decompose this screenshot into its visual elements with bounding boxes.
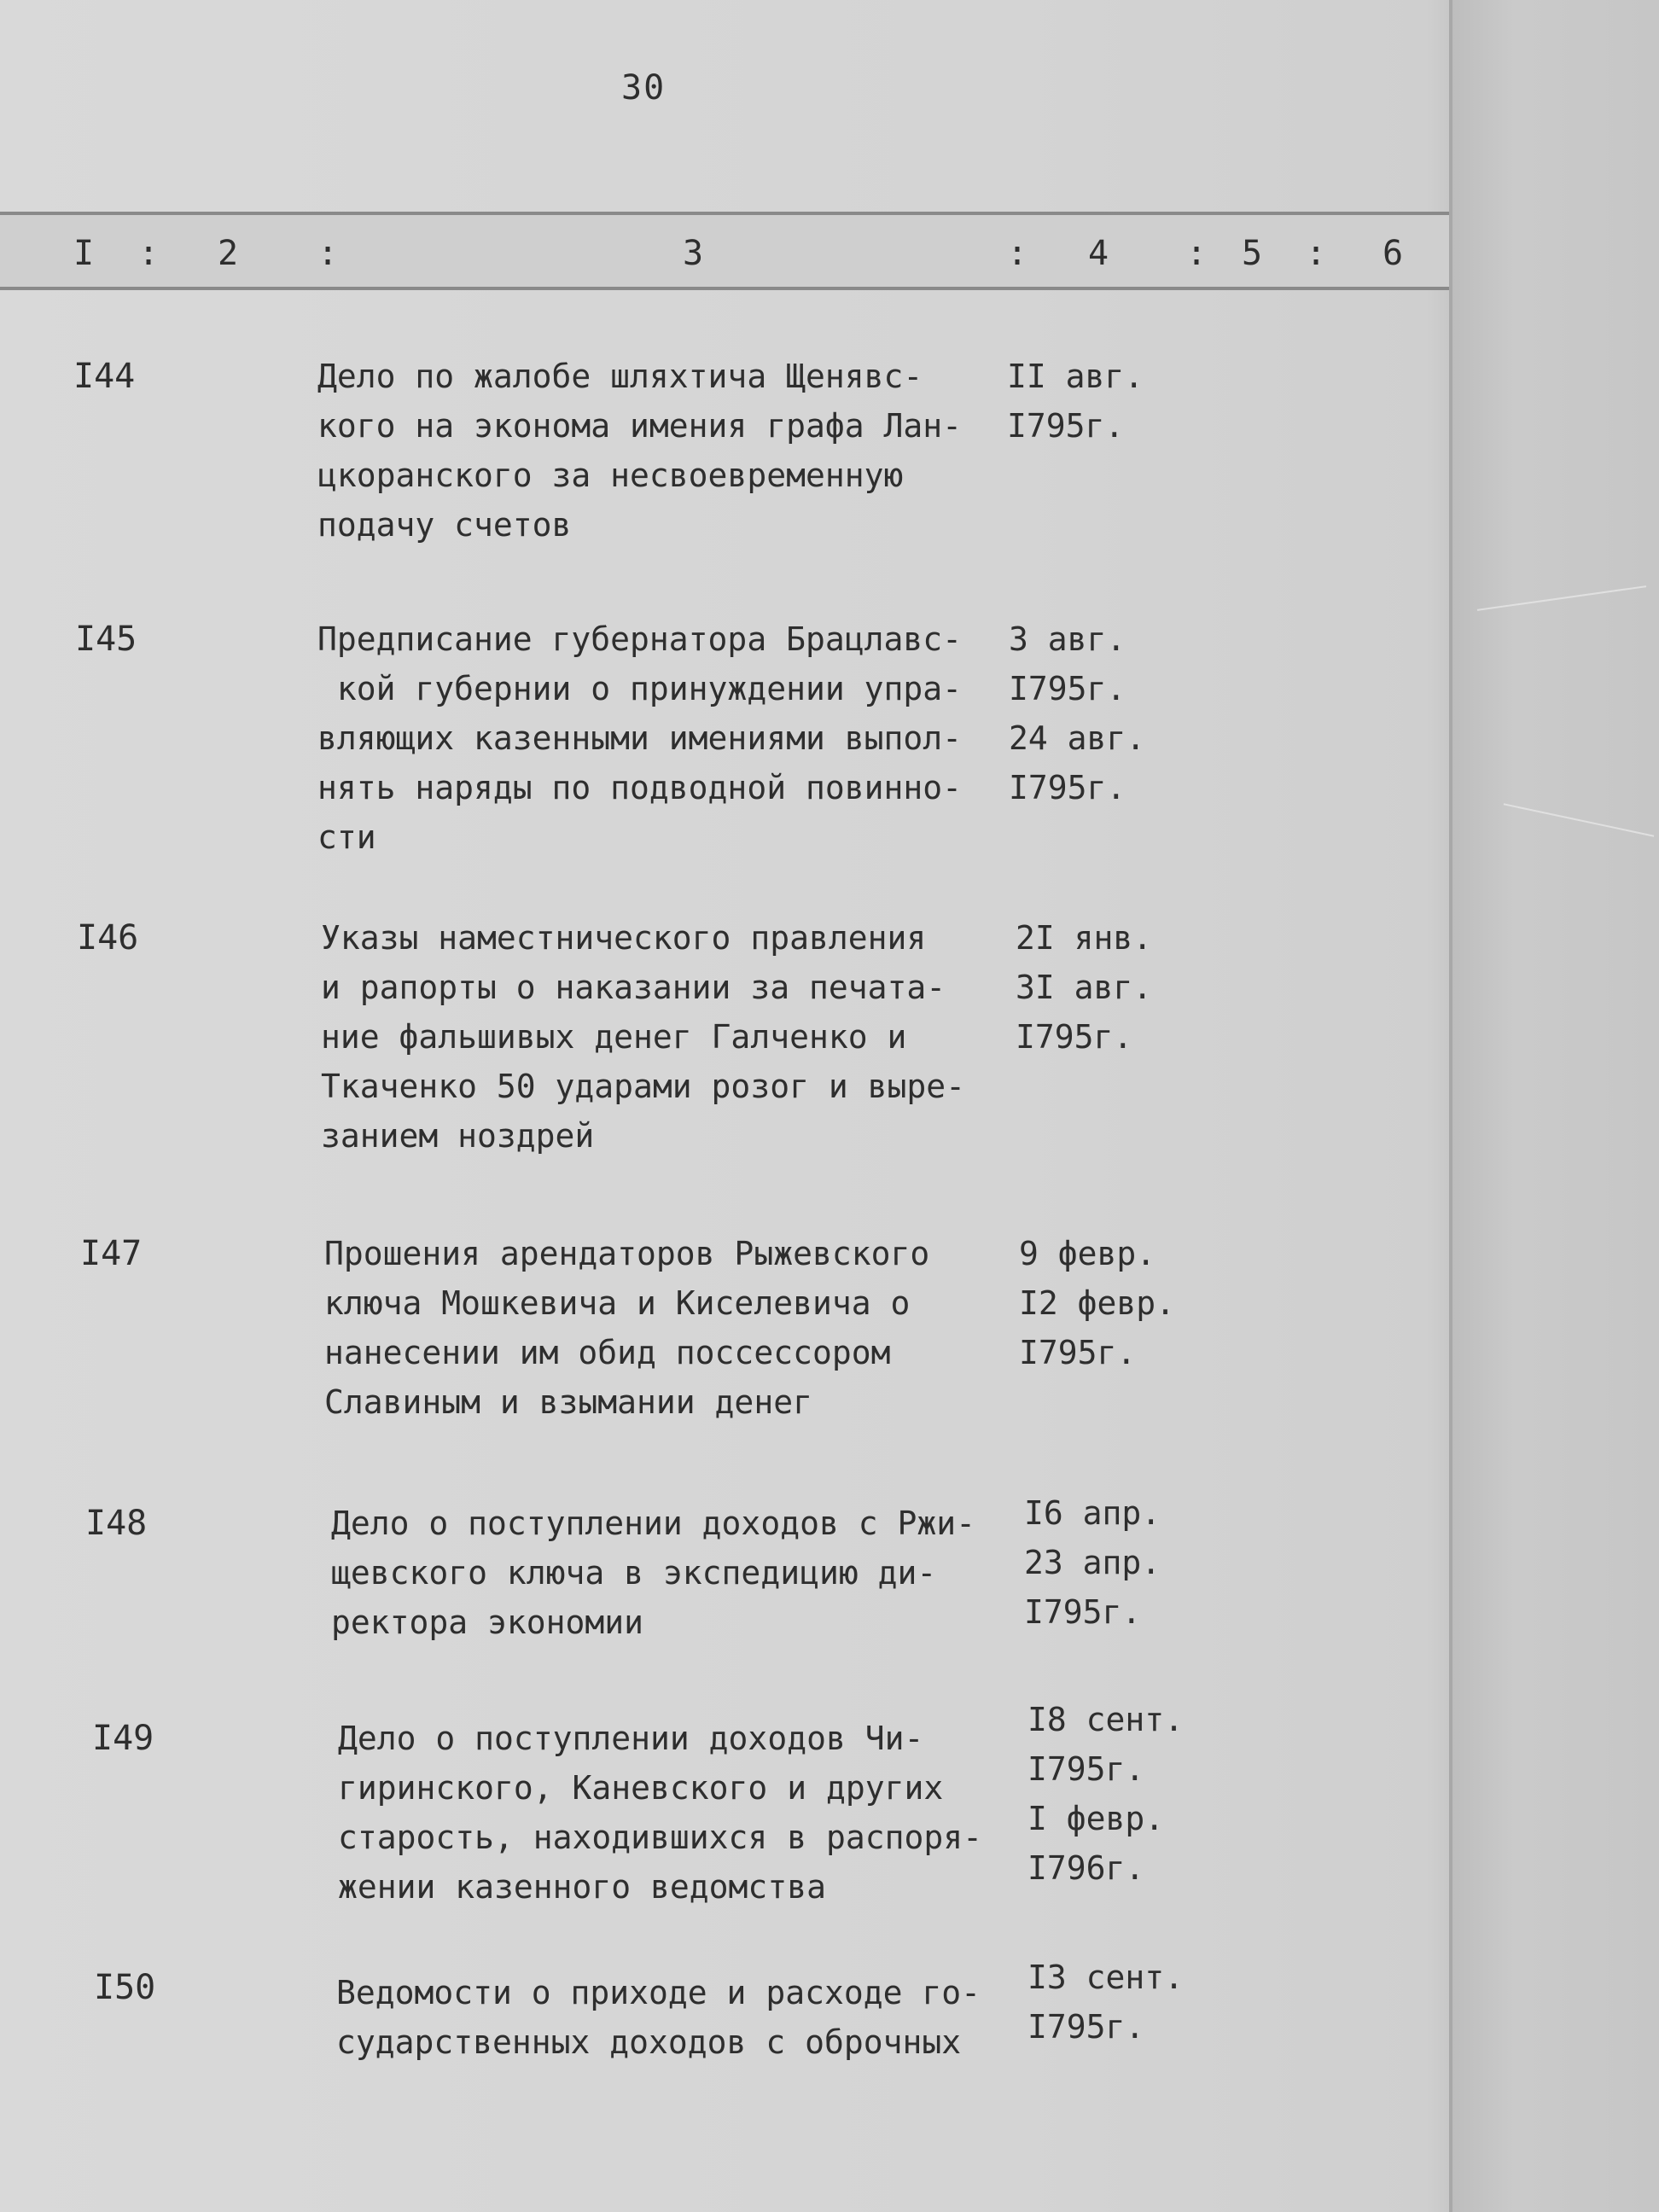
description-line: занием ноздрей (321, 1117, 595, 1155)
page-edge (1449, 0, 1452, 2212)
description-line: гиринского, Каневского и других (338, 1769, 944, 1807)
column-header-1: I (73, 234, 95, 273)
description-line: цкоранского за несвоевременную (317, 457, 904, 494)
column-separator: : (1186, 234, 1208, 273)
description-line: подачу счетов (317, 506, 572, 544)
date-line: I795г. (1027, 2008, 1145, 2046)
date-line: I6 апр. (1024, 1494, 1161, 1532)
date-line: I795г. (1007, 407, 1125, 445)
column-header-4: 4 (1088, 234, 1109, 273)
description-line: кой губернии о принуждении упра- (317, 670, 962, 707)
column-separator: : (138, 234, 160, 273)
entry-description (321, 913, 965, 1161)
column-header-6: 6 (1382, 234, 1404, 273)
date-line: 23 апр. (1024, 1544, 1161, 1581)
entry-number: I46 (77, 918, 139, 958)
entry-dates (1009, 614, 1145, 812)
column-header-2: 2 (218, 234, 239, 273)
description-line: нанесении им обид поссессором (324, 1334, 891, 1371)
entry-description (338, 1714, 982, 1912)
date-line: I3 сент. (1027, 1959, 1185, 1996)
entry-number: I48 (85, 1504, 148, 1543)
date-line: 3I авг. (1016, 969, 1153, 1006)
date-line: I2 февр. (1019, 1284, 1176, 1322)
description-line: ректора экономии (331, 1604, 644, 1641)
date-line: I8 сент. (1027, 1701, 1185, 1738)
entry-number: I49 (92, 1719, 154, 1758)
entry-dates (1024, 1488, 1161, 1637)
entry-description (324, 1229, 929, 1427)
description-line: и рапорты о наказании за печата- (321, 969, 946, 1006)
column-separator: : (317, 234, 339, 273)
entry-description (331, 1499, 975, 1647)
description-line: Славиным и взымании денег (324, 1383, 812, 1421)
entry-dates (1027, 1695, 1184, 1893)
entry-number: I50 (94, 1968, 156, 2007)
date-line: 9 февр. (1019, 1235, 1156, 1272)
date-line: II авг. (1007, 358, 1144, 395)
date-line: I795г. (1027, 1750, 1145, 1788)
date-line: I795г. (1009, 769, 1126, 806)
description-line: ключа Мошкевича и Киселевича о (324, 1284, 911, 1322)
description-line: Дело по жалобе шляхтича Щенявс- (317, 358, 923, 395)
date-line: I февр. (1027, 1800, 1165, 1837)
page-number: 30 (621, 68, 667, 108)
column-header-3: 3 (683, 234, 704, 273)
date-line: I795г. (1016, 1018, 1133, 1056)
entry-dates (1027, 1953, 1184, 2052)
description-line: кого на эконома имения графа Лан- (317, 407, 962, 445)
description-line: Дело о поступлении доходов с Ржи- (331, 1505, 975, 1542)
column-header-5: 5 (1242, 234, 1263, 273)
description-line: вляющих казенными имениями выпол- (317, 719, 962, 757)
description-line: сударственных доходов с оброчных (336, 2023, 962, 2061)
description-line: жении казенного ведомства (338, 1868, 826, 1906)
entry-dates (1016, 913, 1152, 1062)
description-line: Прошения арендаторов Рыжевского (324, 1235, 930, 1272)
description-line: ние фальшивых денег Галченко и (321, 1018, 907, 1056)
date-line: I795г. (1019, 1334, 1137, 1371)
entry-number: I47 (80, 1234, 143, 1273)
date-line: I796г. (1027, 1849, 1145, 1887)
entry-description (336, 1968, 981, 2067)
entry-number: I44 (73, 357, 136, 396)
description-line: щевского ключа в экспедицию ди- (331, 1554, 937, 1592)
column-separator: : (1007, 234, 1028, 273)
description-line: Ткаченко 50 ударами розог и выре- (321, 1068, 965, 1105)
entry-description (317, 352, 962, 550)
date-line: 24 авг. (1009, 719, 1146, 757)
back-sheet (1452, 0, 1659, 2212)
description-line: Указы наместнического правления (321, 919, 927, 957)
entry-dates (1019, 1229, 1175, 1377)
entry-number: I45 (75, 620, 137, 659)
column-header-row (0, 212, 1449, 290)
date-line: I795г. (1024, 1593, 1142, 1631)
date-line: 3 авг. (1009, 620, 1126, 658)
column-separator: : (1306, 234, 1327, 273)
date-line: I795г. (1009, 670, 1126, 707)
description-line: нять наряды по подводной повинно- (317, 769, 962, 806)
date-line: 2I янв. (1016, 919, 1153, 957)
entry-description (317, 614, 962, 862)
description-line: Ведомости о приходе и расходе го- (336, 1974, 981, 2011)
entry-dates (1007, 352, 1144, 451)
description-line: сти (317, 818, 376, 856)
description-line: Предписание губернатора Брацлавс- (317, 620, 962, 658)
description-line: Дело о поступлении доходов Чи- (338, 1720, 924, 1757)
description-line: старость, находившихся в распоря- (338, 1819, 982, 1856)
